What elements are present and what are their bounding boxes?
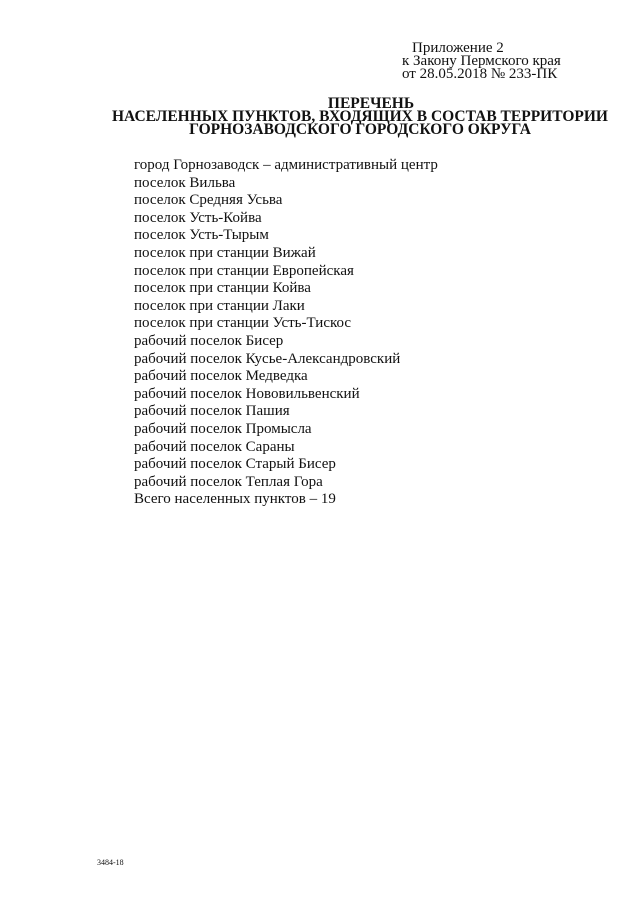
list-item: рабочий поселок Промысла [134, 420, 312, 437]
list-item: рабочий поселок Бисер [134, 332, 284, 349]
list-item: рабочий поселок Медведка [134, 368, 308, 385]
list-item: рабочий поселок Сараны [134, 438, 295, 455]
settlements-total: Всего населенных пунктов – 19 [134, 491, 336, 508]
list-item: поселок Вильва [134, 174, 236, 191]
list-item: рабочий поселок Кусье-Александровский [134, 350, 401, 367]
list-item: поселок Усть-Койва [134, 209, 262, 226]
list-item: поселок Усть-Тырым [134, 227, 269, 244]
settlements-list [134, 157, 574, 509]
list-item: поселок при станции Вижай [134, 244, 316, 261]
appendix-law-date: от 28.05.2018 № 233-ПК [402, 66, 558, 82]
list-item: поселок при станции Койва [134, 280, 311, 297]
document-title [60, 97, 640, 136]
list-item: поселок при станции Европейская [134, 262, 354, 279]
list-item: рабочий поселок Пашия [134, 403, 290, 420]
list-item: рабочий поселок Нововильвенский [134, 385, 360, 402]
title-subheading-line1: НАСЕЛЕННЫХ ПУНКТОВ, ВХОДЯЩИХ В СОСТАВ ТЕРРИТОРИИ [111, 108, 608, 125]
title-subheading-line2: ГОРНОЗАВОДСКОГО ГОРОДСКОГО ОКРУГА [189, 121, 531, 138]
appendix-number: Приложение 2 [412, 40, 504, 56]
document-footer-code: 3484-18 [97, 858, 124, 867]
appendix-law-reference: к Закону Пермского края [402, 53, 561, 69]
title-heading: ПЕРЕЧЕНЬ [327, 95, 415, 112]
list-item: рабочий поселок Старый Бисер [134, 456, 336, 473]
appendix-reference [402, 42, 622, 81]
list-item: рабочий поселок Теплая Гора [134, 473, 323, 490]
list-item: поселок при станции Усть-Тискос [134, 315, 352, 332]
list-item: поселок Средняя Усьва [134, 192, 283, 209]
list-item: город Горнозаводск – административный центр [134, 157, 438, 173]
list-item: поселок при станции Лаки [134, 297, 305, 314]
